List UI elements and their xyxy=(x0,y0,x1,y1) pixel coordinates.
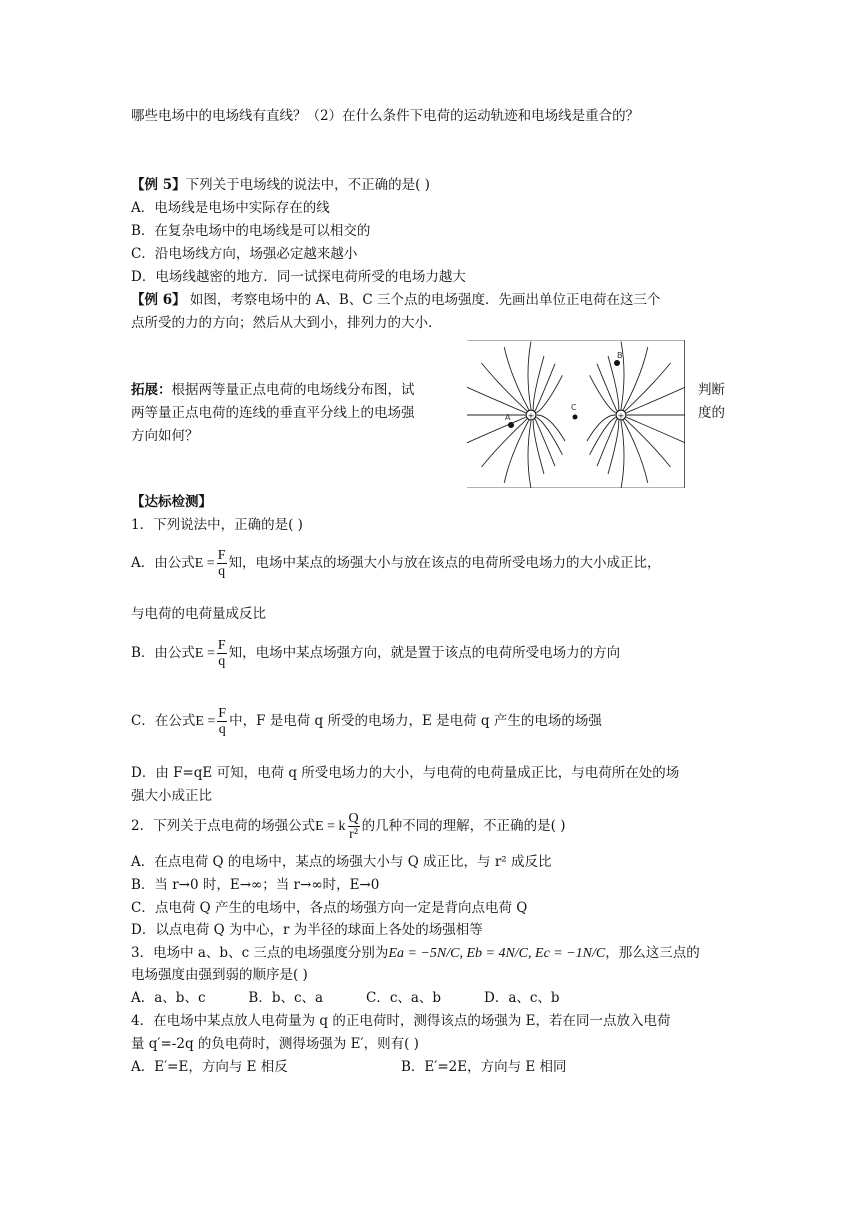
point-c-label: C xyxy=(571,403,577,412)
q1-formula-fraction: $\frac{F}{q}$ xyxy=(217,548,226,579)
example5-option-b: B．在复杂电场中的电场线是可以相交的 xyxy=(131,223,371,239)
point-c-dot xyxy=(573,415,578,420)
field-line xyxy=(590,417,616,454)
q2-option-c: C．点电荷 Q 产生的电场中，各点的场强方向一定是背向点电荷 Q xyxy=(131,900,528,916)
q1-option-a: A．由公式E = $\frac{F}{q}$ 知，电场中某点的场强大小与放在该点的电荷所受电场力的大小成正比， xyxy=(131,548,661,579)
field-line xyxy=(528,342,531,410)
extension-line3: 方向如何？ xyxy=(131,428,199,444)
q2-stem: 2．下列关于点电荷的场强公式E = k $\frac{Q}{\text{r²}}$ 的几种不同的理解，不正确的是( ) xyxy=(131,811,566,842)
q4-line1: 4．在电场中某点放人电荷量为 q 的正电荷时，测得该点的场强为 E，若在同一点放入电荷 xyxy=(131,1013,671,1029)
field-line xyxy=(608,421,619,475)
field-line xyxy=(537,375,563,412)
example5-label: 【例 5】 xyxy=(131,177,186,193)
q3-stem: 3．电场中 a、b、c 三点的电场强度分别为Ea = −5N/C, Eb = 4N/C, Ec = −1N/C，那么这三点的 xyxy=(131,945,700,961)
q4-option-a: A．E′=E，方向与 E 相反 xyxy=(131,1059,288,1075)
field-line xyxy=(533,421,544,475)
example6-line2: 点所受的力的方向；然后从大到小，排列力的大小． xyxy=(131,315,442,331)
point-b-label: B xyxy=(617,351,623,360)
example5-stem: 【例 5】下列关于电场线的说法中，不正确的是( ) xyxy=(131,177,430,193)
q2-formula-fraction: $\frac{Q}{\text{r²}}$ xyxy=(348,811,359,842)
field-line xyxy=(537,415,565,441)
field-lines-figure xyxy=(467,340,685,488)
example5-option-a: A．电场线是电场中实际存在的线 xyxy=(131,200,330,216)
left-charge-plus: + xyxy=(527,411,535,421)
q2-option-b: B．当 r→0 时，E→∞；当 r→∞时，E→0 xyxy=(131,877,380,893)
q1-formula-lhs: E = xyxy=(194,556,215,571)
field-line xyxy=(627,417,686,443)
field-line xyxy=(627,387,686,413)
q1-option-a-cont: 与电荷的电荷量成反比 xyxy=(131,606,266,622)
q3-options: A．a、b、c B．b、c、a C．c、a、b D．a、c、b xyxy=(131,990,560,1006)
left-charge-field-lines xyxy=(467,342,565,489)
field-line xyxy=(590,375,616,412)
field-line xyxy=(467,417,526,443)
example6-line1: 【例 6】 如图，考察电场中的 A、B、C 三个点的电场强度．先画出单位正电荷在这三个 xyxy=(131,292,661,308)
q4-option-b: B．E′=2E，方向与 E 相同 xyxy=(401,1059,567,1075)
example5-option-d: D．电场线越密的地方．同一试探电荷所受的电场力越大 xyxy=(131,269,466,285)
field-line xyxy=(533,356,544,410)
field-line xyxy=(537,417,563,454)
point-a-dot xyxy=(508,422,514,428)
example6-label: 【例 6】 xyxy=(131,292,186,308)
right-charge-field-lines xyxy=(587,342,685,489)
extension-line2: 两等量正点电荷的连线的垂直平分线上的电场强 xyxy=(131,405,415,421)
extension-line2-right: 度的 xyxy=(698,405,725,421)
point-b-dot xyxy=(614,360,620,366)
field-line xyxy=(467,387,526,413)
field-line xyxy=(504,347,529,409)
extension-label: 拓展： xyxy=(131,382,172,398)
intro-question: 哪些电场中的电场线有直线？（2）在什么条件下电荷的运动轨迹和电场线是重合的？ xyxy=(131,108,640,124)
section-title: 【达标检测】 xyxy=(131,494,212,510)
field-line xyxy=(623,421,648,483)
field-line xyxy=(528,421,531,488)
extension-line1: 拓展：根据两等量正点电荷的电场线分布图，试 xyxy=(131,382,415,398)
field-line xyxy=(587,415,615,441)
q1-stem: 1．下列说法中，正确的是( ) xyxy=(131,517,303,533)
right-charge-plus: + xyxy=(617,411,625,421)
q3-formula: Ea = −5N/C, Eb = 4N/C, Ec = −1N/C xyxy=(388,946,606,961)
q1-option-c: C．在公式E = $\frac{F}{q}$ 中，F 是电荷 q 所受的电场力，E 是电荷 q 产生的电场的场强 xyxy=(131,706,602,737)
q3-stem-line2: 电场强度由强到弱的顺序是( ) xyxy=(131,967,308,983)
field-line xyxy=(504,421,529,483)
q2-option-a: A．在点电荷 Q 的电场中，某点的场强大小与 Q 成正比，与 r² 成反比 xyxy=(131,854,552,870)
field-line xyxy=(621,421,624,488)
q1-option-d-line2: 强大小成正比 xyxy=(131,788,212,804)
extension-line1-right: 判断 xyxy=(698,382,725,398)
q2-option-d: D．以点电荷 Q 为中心，r 为半径的球面上各处的场强相等 xyxy=(131,922,483,938)
q4-line2: 量 q′=-2q 的负电荷时，测得场强为 E′，则有( ) xyxy=(131,1036,419,1052)
q1-option-b: B．由公式E = $\frac{F}{q}$ 知，电场中某点场强方向，就是置于该点的电荷所受电场力的方向 xyxy=(131,638,621,669)
example5-option-c: C．沿电场线方向，场强必定越来越小 xyxy=(131,246,358,262)
q1-option-d-line1: D．由 F=qE 可知，电荷 q 所受电场力的大小，与电荷的电荷量成正比，与电荷所在处的场 xyxy=(131,765,680,781)
field-line xyxy=(623,347,648,409)
point-a-label: A xyxy=(505,413,511,422)
q2-formula-lhs: E = k xyxy=(315,819,346,834)
